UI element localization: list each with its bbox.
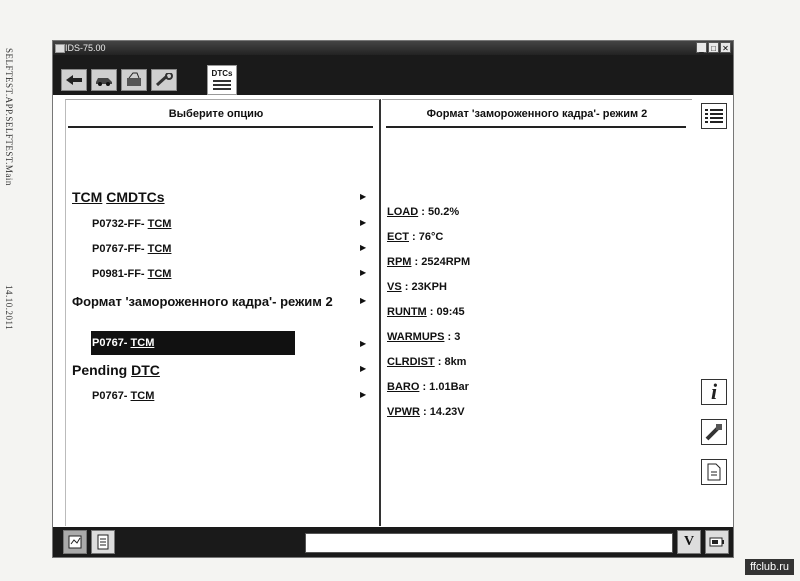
dtc-item-selected[interactable]: P0767- TCM (92, 337, 155, 349)
freeze-frame-header-divider (386, 126, 686, 128)
section-freeze-frame[interactable]: Формат 'замороженного кадра'- режим 2 (72, 294, 333, 309)
tab-dtcs[interactable] (207, 65, 237, 95)
param-load: LOAD : 50.2% (387, 206, 460, 218)
param-vpwr: VPWR : 14.23V (387, 406, 465, 418)
triangle-right-icon[interactable]: ▶ (360, 339, 367, 348)
triangle-right-icon[interactable]: ▶ (360, 390, 367, 399)
notes-icon[interactable] (91, 530, 115, 554)
triangle-right-icon[interactable]: ▶ (360, 243, 367, 252)
dtc-item[interactable]: P0767-FF- TCM (92, 243, 172, 255)
section-tcm-cmdtcs[interactable]: TCM CMDTCs (72, 189, 165, 205)
title-bar (53, 41, 733, 55)
param-runtm: RUNTM : 09:45 (387, 306, 465, 318)
version-icon[interactable]: V (677, 530, 701, 554)
side-path-text: SELFTEST.APP.SELFTEST.Main (4, 48, 14, 186)
options-panel (65, 99, 381, 526)
side-date-text: 14.10.2011 (4, 285, 14, 331)
status-field (305, 533, 673, 553)
minimize-button[interactable]: _ (696, 42, 707, 53)
tools-icon[interactable] (701, 419, 727, 445)
toolbar (53, 55, 733, 95)
bottom-bar (53, 527, 733, 557)
watermark-label: ffclub.ru (745, 559, 794, 575)
param-rpm: RPM : 2524RPM (387, 256, 471, 268)
dtc-item[interactable]: P0981-FF- TCM (92, 268, 172, 280)
triangle-right-icon[interactable]: ▶ (360, 296, 367, 305)
app-icon (55, 44, 65, 53)
dtc-list-icon (213, 80, 231, 90)
list-icon[interactable] (701, 103, 727, 129)
info-icon[interactable]: i (701, 379, 727, 405)
param-warmups: WARMUPS : 3 (387, 331, 461, 343)
param-ect: ECT : 76°C (387, 231, 444, 243)
freeze-frame-panel (382, 99, 692, 526)
dtc-item[interactable]: P0732-FF- TCM (92, 218, 172, 230)
tab-dtcs-label: DTCs (211, 69, 233, 78)
options-header-divider (68, 126, 373, 128)
close-button[interactable]: ✕ (720, 42, 731, 53)
options-panel-title: Выберите опцию (168, 108, 264, 120)
triangle-right-icon[interactable]: ▶ (360, 192, 367, 201)
freeze-frame-panel-title: Формат 'замороженного кадра'- режим 2 (426, 108, 648, 120)
triangle-right-icon[interactable]: ▶ (360, 364, 367, 373)
dtc-item[interactable]: P0767- TCM (92, 390, 155, 402)
triangle-right-icon[interactable]: ▶ (360, 218, 367, 227)
triangle-right-icon[interactable]: ▶ (360, 268, 367, 277)
app-window (52, 40, 734, 558)
param-vs: VS : 23KPH (387, 281, 447, 293)
battery-icon[interactable] (705, 530, 729, 554)
vehicle-icon[interactable] (91, 69, 117, 91)
toolbox-icon[interactable] (121, 69, 147, 91)
maximize-button[interactable]: □ (708, 42, 719, 53)
section-pending-dtc[interactable]: Pending DTC (72, 362, 160, 378)
wrench-icon[interactable] (151, 69, 177, 91)
param-baro: BARO : 1.01Bar (387, 381, 469, 393)
back-arrow-icon[interactable] (61, 69, 87, 91)
report-icon[interactable] (63, 530, 87, 554)
param-clrdist: CLRDIST : 8km (387, 356, 467, 368)
document-icon[interactable] (701, 459, 727, 485)
window-title: IDS-75.00 (65, 43, 106, 53)
